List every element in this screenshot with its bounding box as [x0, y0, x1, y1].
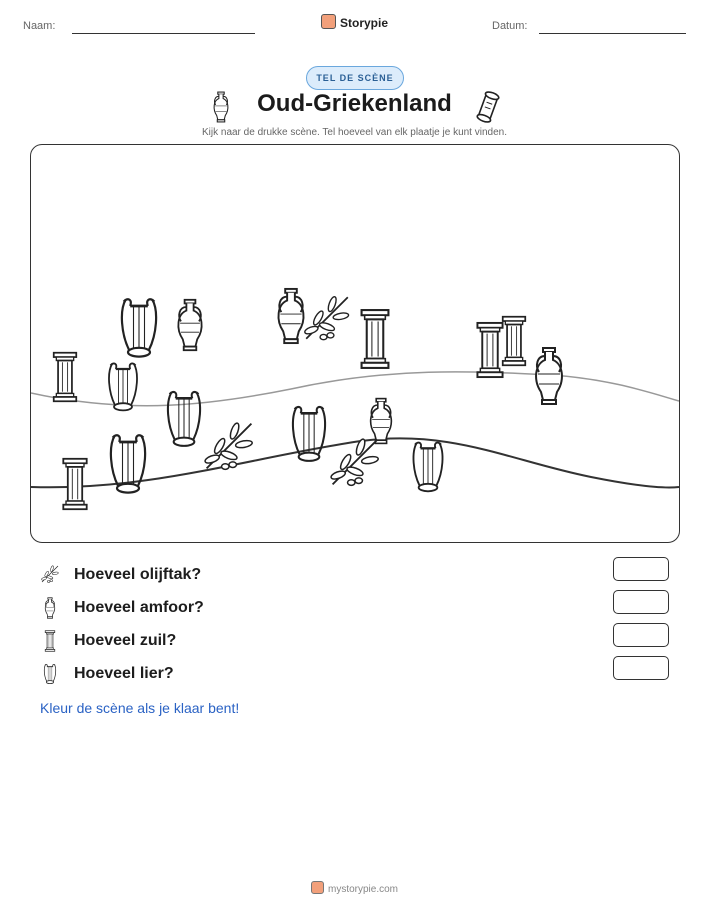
- amphora-icon: [40, 597, 60, 619]
- hill-back: [31, 372, 679, 406]
- date-line[interactable]: [539, 33, 686, 34]
- instructions: Kijk naar de drukke scène. Tel hoeveel van elk plaatje je kunt vinden.: [201, 127, 507, 138]
- question-text: Hoeveel amfoor?: [74, 599, 204, 616]
- question-olive-branch: [40, 564, 680, 588]
- brand-name: Storypie: [339, 16, 388, 30]
- scene-lyre-icon: [111, 435, 145, 492]
- olive-branch-icon: [40, 564, 60, 584]
- scene-column-icon: [63, 459, 86, 509]
- scene-lyre-icon: [413, 443, 442, 492]
- answer-box-column[interactable]: [613, 623, 669, 647]
- question-amphora: [40, 597, 680, 621]
- scene-lyre-icon: [109, 364, 137, 411]
- name-line[interactable]: [72, 33, 255, 34]
- scene-amphora-icon: [278, 289, 303, 343]
- scene-lyre-icon: [168, 392, 200, 446]
- question-text: Hoeveel lier?: [74, 665, 174, 682]
- scene-amphora-icon: [178, 300, 201, 350]
- name-label: Naam:: [23, 20, 56, 32]
- scene-column-icon: [477, 323, 502, 377]
- storypie-logo-icon: [321, 14, 336, 29]
- question-column: [40, 630, 680, 654]
- question-text: Hoeveel zuil?: [74, 632, 177, 649]
- scene-amphora-icon: [536, 348, 562, 404]
- answer-box-amphora[interactable]: [613, 590, 669, 614]
- lyre-icon: [40, 663, 60, 685]
- site-url[interactable]: mystorypie.com: [327, 884, 398, 895]
- scene-column-icon: [54, 353, 77, 402]
- storypie-logo-icon: [311, 881, 324, 894]
- coloring-note: Kleur de scène als je klaar bent!: [40, 700, 240, 716]
- scene-amphora-icon: [371, 399, 392, 444]
- question-text: Hoeveel olijftak?: [74, 566, 202, 583]
- question-lyre: [40, 663, 680, 687]
- column-icon: [40, 630, 60, 652]
- counting-scene: [30, 144, 680, 543]
- date-label: Datum:: [492, 20, 528, 32]
- page-title: Oud-Griekenland: [257, 90, 452, 117]
- answer-box-lyre[interactable]: [613, 656, 669, 680]
- answer-box-olive-branch[interactable]: [613, 557, 669, 581]
- scene-olive-branch-icon: [304, 296, 349, 340]
- scene-column-icon: [503, 317, 526, 366]
- scene-column-icon: [362, 310, 389, 368]
- worksheet-type-badge: TEL DE SCÈNE: [306, 66, 404, 90]
- scene-lyre-icon: [293, 407, 325, 461]
- brand-logo: [0, 14, 709, 30]
- footer-site: [0, 881, 709, 895]
- scene-lyre-icon: [122, 299, 156, 356]
